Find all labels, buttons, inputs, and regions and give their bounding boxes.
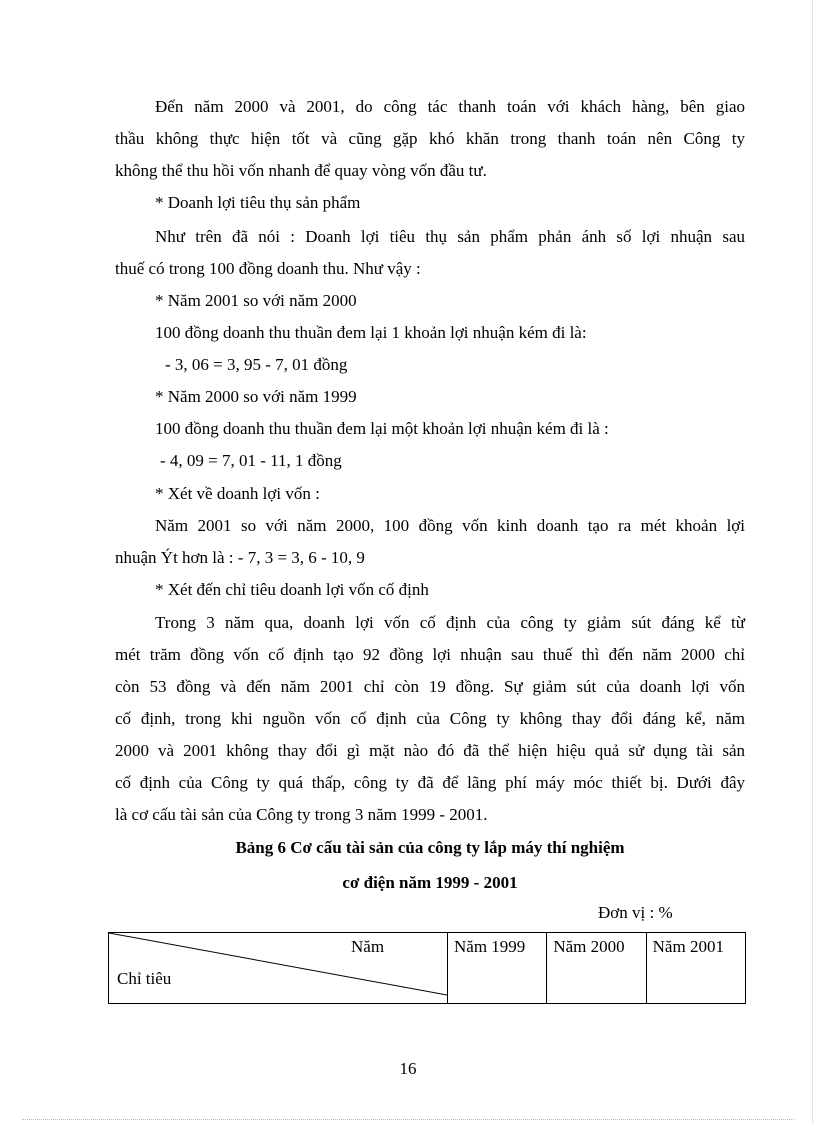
page-number: 16 [399, 1059, 417, 1078]
formula-line: - 4, 09 = 7, 01 - 11, 1 đồng [160, 451, 342, 470]
paragraph-line: 100 đồng doanh thu thuần đem lại một khoản lợi nhuận kém đi là : [155, 419, 609, 438]
paragraph-line: Như trên đã nói : Doanh lợi tiêu thụ sản phẩm phản ánh số lợi nhuận sau [155, 227, 745, 246]
table-title: cơ điện năm 1999 - 2001 [342, 873, 518, 892]
diagonal-divider [109, 933, 447, 999]
paragraph-line: Đến năm 2000 và 2001, do công tác thanh toán với khách hàng, bên giao [155, 97, 745, 116]
paragraph-line: không thể thu hồi vốn nhanh để quay vòng vốn đầu tư. [115, 161, 487, 180]
corner-year-label: Năm [351, 937, 385, 956]
unit-label: Đơn vị : % [598, 903, 673, 922]
paragraph-line: Năm 2001 so với năm 2000, 100 đồng vốn kinh doanh tạo ra mét khoản lợi [155, 516, 745, 535]
page-border-bottom [22, 1119, 794, 1120]
paragraph-line: Trong 3 năm qua, doanh lợi vốn cố định của công ty giảm sút đáng kể từ [155, 613, 745, 632]
paragraph-line: 2000 và 2001 không thay đổi gì mặt nào đó đã thể hiện hiệu quả sử dụng tài sản [115, 741, 745, 760]
paragraph-line: nhuận Ýt hơn là : - 7, 3 = 3, 6 - 10, 9 [115, 548, 365, 567]
subsection-heading: * Năm 2000 so với năm 1999 [155, 387, 357, 406]
subsection-heading: * Năm 2001 so với năm 2000 [155, 291, 357, 310]
table-corner-cell [109, 933, 448, 1004]
year-column-header: Năm 2001 [646, 933, 745, 1004]
paragraph-line: mét trăm đồng vốn cố định tạo 92 đồng lợi nhuận sau thuế thì đến năm 2000 chỉ [115, 645, 745, 664]
formula-line: - 3, 06 = 3, 95 - 7, 01 đồng [165, 355, 348, 374]
section-heading: * Doanh lợi tiêu thụ sản phẩm [155, 193, 361, 212]
section-heading: * Xét đến chỉ tiêu doanh lợi vốn cố định [155, 580, 429, 599]
asset-structure-table [108, 932, 746, 1004]
table-title: Bảng 6 Cơ cấu tài sản của công ty lắp máy thí nghiệm [235, 838, 625, 857]
paragraph-line: cố định của Công ty quá thấp, công ty đã để lãng phí máy móc thiết bị. Dưới đây [115, 773, 745, 792]
table-header-row [109, 933, 746, 1004]
paragraph-line: còn 53 đồng và đến năm 2001 chỉ còn 19 đồng. Sự giảm sút của doanh lợi vốn [115, 677, 745, 696]
paragraph-line: là cơ cấu tài sản của Công ty trong 3 năm 1999 - 2001. [115, 805, 488, 824]
section-heading: * Xét về doanh lợi vốn : [155, 484, 320, 503]
corner-indicator-label: Chỉ tiêu [117, 969, 172, 988]
paragraph-line: 100 đồng doanh thu thuần đem lại 1 khoản lợi nhuận kém đi là: [155, 323, 587, 342]
year-column-header: Năm 1999 [448, 933, 547, 1004]
paragraph-line: thầu không thực hiện tốt và cũng gặp khó khăn trong thanh toán nên Công ty [115, 129, 745, 148]
paragraph-line: cố định, trong khi nguồn vốn cố định của Công ty không thay đổi đáng kể, năm [115, 709, 745, 728]
paragraph-line: thuế có trong 100 đồng doanh thu. Như vậy : [115, 259, 421, 278]
year-column-header: Năm 2000 [547, 933, 646, 1004]
page-border-right [812, 0, 813, 1123]
